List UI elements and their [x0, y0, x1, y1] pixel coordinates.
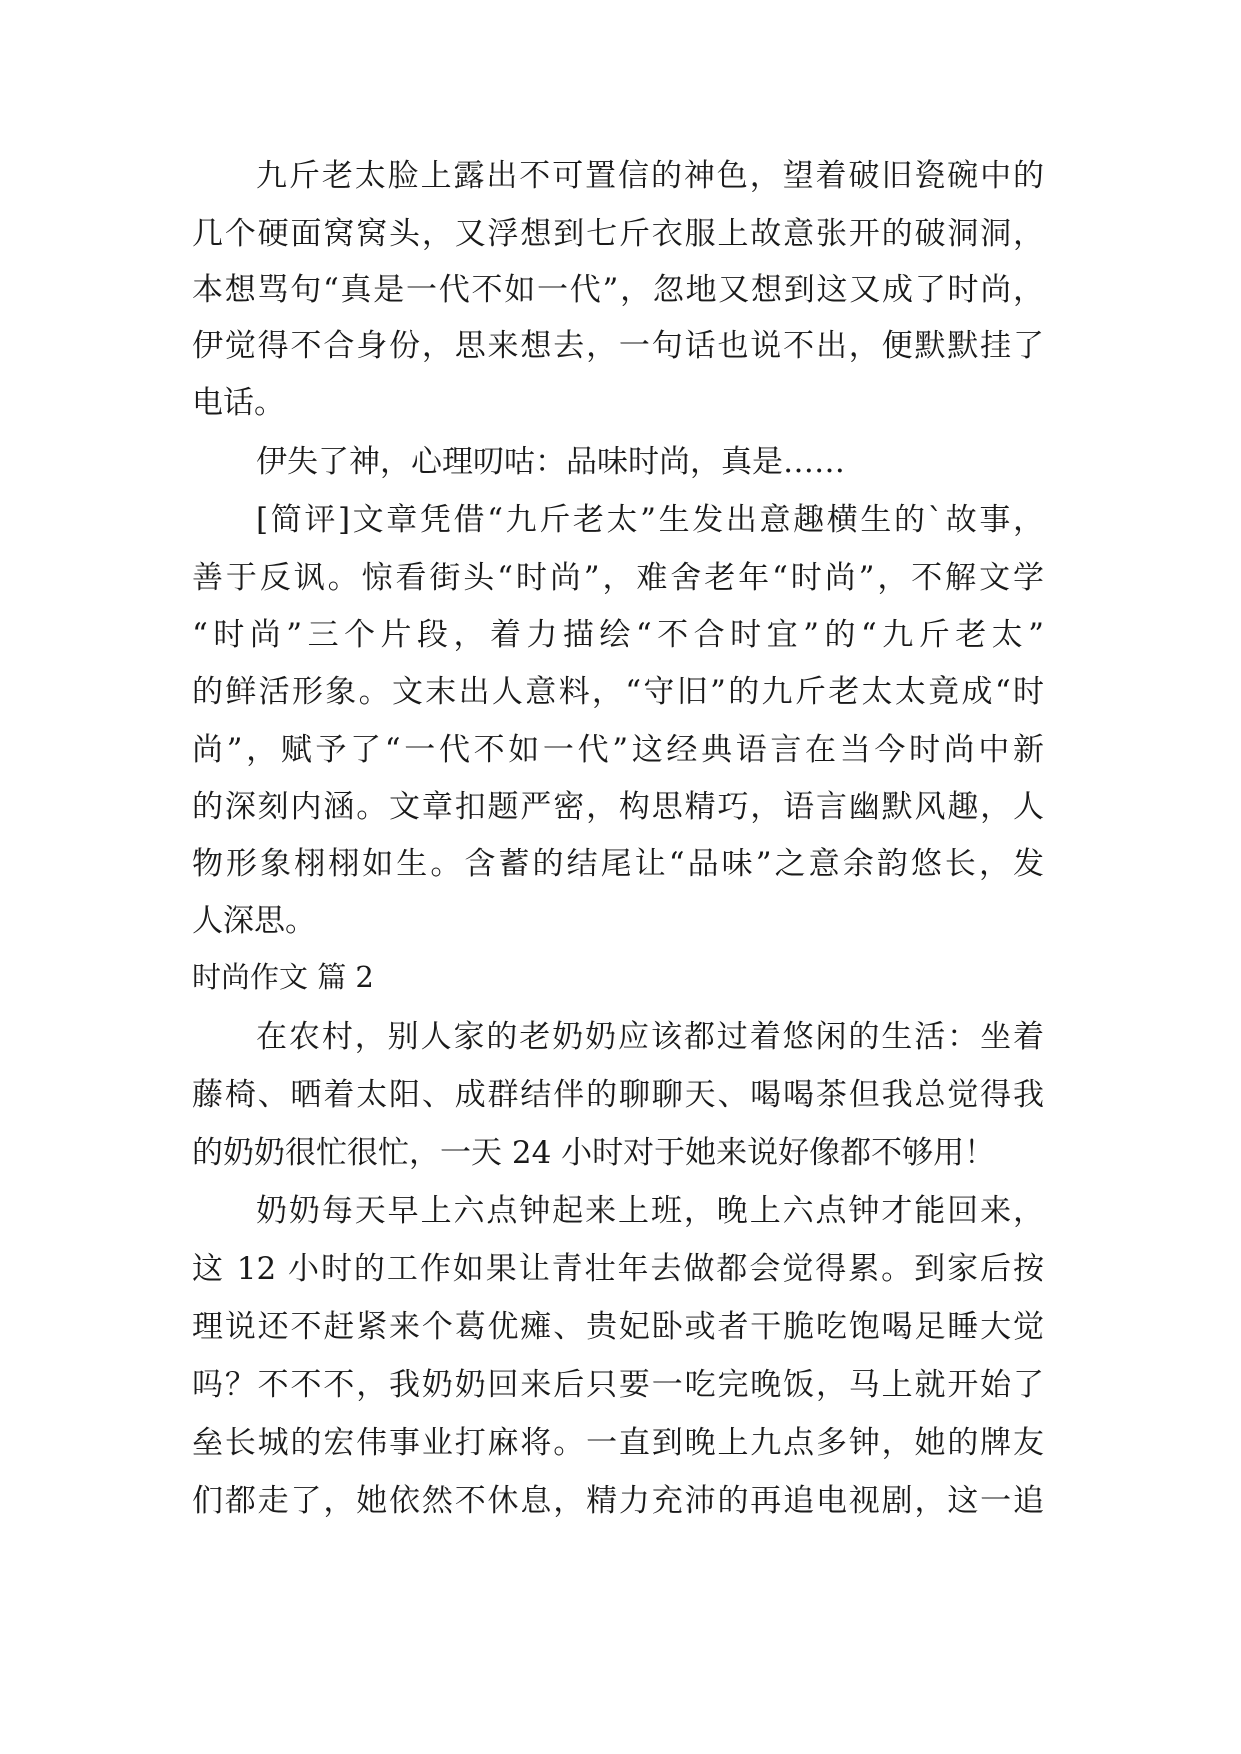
- paragraph-line: 电话。: [192, 385, 285, 421]
- paragraph-line: 伊失了神，心理叨咕：品味时尚，真是……: [256, 444, 845, 480]
- paragraph-line: 藤椅、晒着太阳、成群结伴的聊聊天、喝喝茶但我总觉得我: [192, 1077, 1044, 1113]
- paragraph-line: 本想骂句“真是一代不如一代”，忽地又想到这又成了时尚，: [192, 272, 1044, 308]
- paragraph-line: 善于反讽。惊看街头“时尚”，难舍老年“时尚”，不解文学: [192, 560, 1044, 596]
- paragraph-line: 奶奶每天早上六点钟起来上班，晚上六点钟才能回来，: [256, 1193, 1044, 1229]
- paragraph-line: 们都走了，她依然不休息，精力充沛的再追电视剧，这一追: [192, 1483, 1044, 1519]
- section-heading: 时尚作文 篇 2: [192, 960, 374, 994]
- paragraph-line: 人深思。: [192, 903, 316, 939]
- paragraph-line: 垒长城的宏伟事业打麻将。一直到晚上九点多钟，她的牌友: [192, 1425, 1044, 1461]
- paragraph-line: 物形象栩栩如生。含蓄的结尾让“品味”之意余韵悠长，发: [192, 846, 1044, 882]
- paragraph-line: 的奶奶很忙很忙，一天 24 小时对于她来说好像都不够用！: [192, 1135, 996, 1171]
- paragraph-line: 理说还不赶紧来个葛优瘫、贵妃卧或者干脆吃饱喝足睡大觉: [192, 1309, 1044, 1345]
- paragraph-line: 的鲜活形象。文末出人意料，“守旧”的九斤老太太竟成“时: [192, 674, 1044, 710]
- paragraph-line: 尚”，赋予了“一代不如一代”这经典语言在当今时尚中新: [192, 732, 1044, 768]
- paragraph-line: 九斤老太脸上露出不可置信的神色，望着破旧瓷碗中的: [256, 158, 1044, 194]
- paragraph-line: [简评]文章凭借“九斤老太”生发出意趣横生的`故事，: [256, 502, 1044, 538]
- paragraph-line: 这 12 小时的工作如果让青壮年去做都会觉得累。到家后按: [192, 1251, 1044, 1287]
- paragraph-line: 几个硬面窝窝头，又浮想到七斤衣服上故意张开的破洞洞，: [192, 216, 1044, 252]
- paragraph-line: 在农村，别人家的老奶奶应该都过着悠闲的生活：坐着: [256, 1019, 1044, 1055]
- paragraph-line: 伊觉得不合身份，思来想去，一句话也说不出，便默默挂了: [192, 328, 1044, 364]
- paragraph-line: 的深刻内涵。文章扣题严密，构思精巧，语言幽默风趣，人: [192, 789, 1044, 825]
- paragraph-line: “时尚”三个片段，着力描绘“不合时宜”的“九斤老太”: [192, 617, 1044, 653]
- paragraph-line: 吗？不不不，我奶奶回来后只要一吃完晚饭，马上就开始了: [192, 1367, 1044, 1403]
